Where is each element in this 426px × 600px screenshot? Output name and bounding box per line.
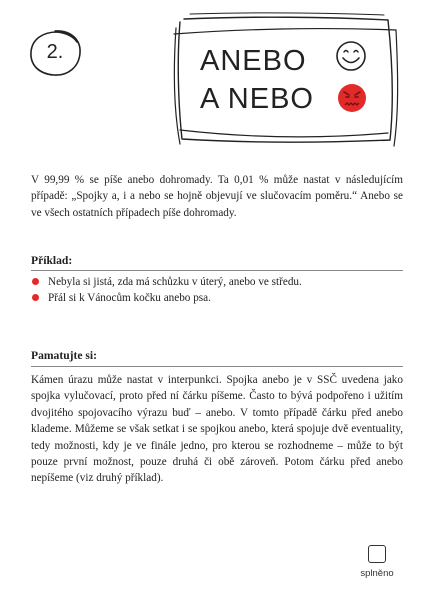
remember-paragraph: Kámen úrazu může nastat v interpunkci. Spojka anebo je v SSČ uvedena jako spojka vylučovací, proto před ní čárku píšeme. Často to bývá podpořeno i užitím dvojitého spojovacího výrazu buď – anebo. V tomto případě čárku před anebo klademe. Můžeme se však setkat i se spojkou anebo, která spojuje dvě eventuality, tedy možnosti, kdy je ve finále jedno, pro kterou se rozhodneme – může to být pouze první možnost, pouze druhá či obě zároveň. Potom čárku před anebo nepíšeme (viz druhý příklad).: [31, 374, 403, 485]
bullet-dot-icon: [32, 278, 39, 285]
example-heading: Příklad:: [31, 254, 73, 267]
intro-paragraph: V 99,99 % se píše anebo dohromady. Ta 0,01 % může nastat v následujícím případě: „Spojky a, i a nebo se hojně objevují ve slučovacím poměru.“ Anebo se ve všech ostatních případech píše dohromady.: [31, 174, 403, 219]
title-line-2: A NEBO: [200, 83, 314, 115]
completion-label: splněno: [360, 568, 394, 579]
smiley-face-icon: [335, 40, 367, 72]
example-divider: [31, 270, 403, 271]
chapter-number: 2.: [46, 41, 64, 63]
example-list: [31, 274, 403, 306]
title-box: [170, 12, 400, 147]
bullet-dot-icon: [32, 294, 39, 301]
example-item: [31, 274, 403, 290]
remember-divider: [31, 366, 403, 367]
example-item-text: Nebyla si jistá, zda má schůzku v úterý, anebo ve středu.: [48, 276, 302, 288]
angry-face-icon: [337, 83, 367, 113]
example-item-text: Přál si k Vánocům kočku anebo psa.: [48, 292, 211, 304]
example-item: [31, 290, 403, 306]
chapter-number-badge: [27, 28, 83, 78]
remember-heading: Pamatujte si:: [31, 349, 98, 362]
completion-checkbox[interactable]: [368, 545, 386, 563]
title-line-1: ANEBO: [200, 45, 307, 77]
